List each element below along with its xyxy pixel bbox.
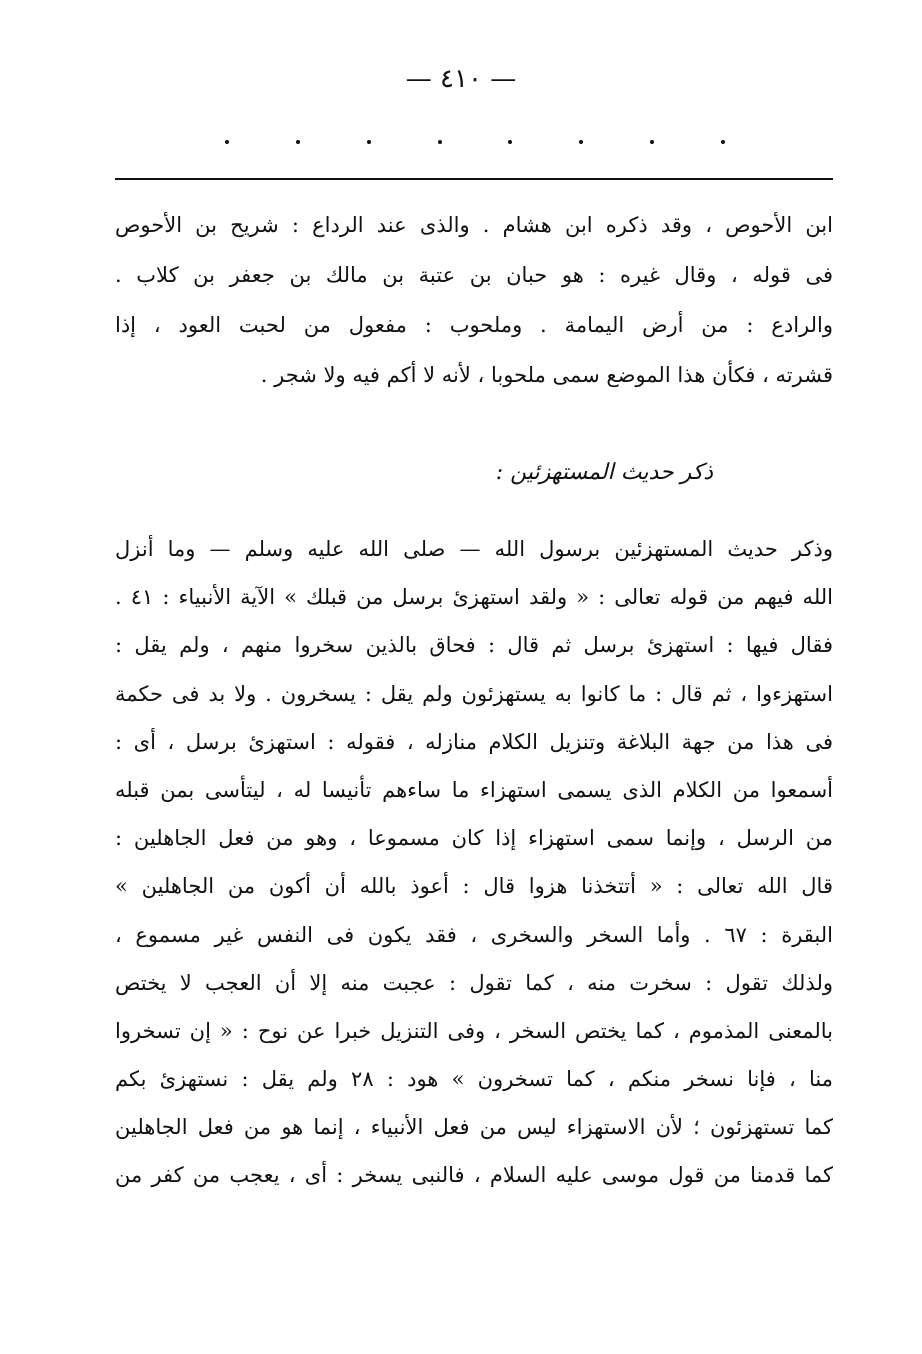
- text-line: فقال فيها : استهزئ برسل ثم قال : فحاق بالذين سخروا منهم ، ولم يقل :: [115, 633, 833, 658]
- header-rule: [115, 178, 833, 180]
- page-number: — ٤١٠ —: [405, 64, 517, 94]
- dot: [225, 140, 229, 144]
- text-line: البقرة : ٦٧ . وأما السخر والسخرى ، فقد يكون فى النفس غير مسموع ،: [115, 922, 833, 947]
- dot: [721, 140, 725, 144]
- text-line: بالمعنى المذموم ، كما يختص السخر ، وفى التنزيل خبرا عن نوح : « إن تسخروا: [115, 1018, 833, 1043]
- text-line: وذكر حديث المستهزئين برسول الله — صلى الله عليه وسلم — وما أنزل: [115, 537, 833, 561]
- text-line: الله فيهم من قوله تعالى : « ولقد استهزئ برسل من قبلك » الآية الأنبياء : ٤١ .: [115, 585, 833, 610]
- text-line: والرادع : من أرض اليمامة . وملحوب : مفعول من لحبت العود ، إذا: [115, 313, 833, 337]
- text-line: كما تستهزئون ؛ لأن الاستهزاء ليس من فعل الأنبياء ، إنما هو من فعل الجاهلين: [115, 1115, 833, 1140]
- dot: [438, 140, 442, 144]
- text-line: منا ، فإنا نسخر منكم ، كما تسخرون » هود : ٢٨ ولم يقل : نستهزئ بكم: [115, 1067, 833, 1092]
- text-line: استهزءوا ، ثم قال : ما كانوا به يستهزئون ولم يقل : يسخرون . ولا بد فى حكمة: [115, 681, 833, 706]
- dot: [296, 140, 300, 144]
- text-line: ابن الأحوص ، وقد ذكره ابن هشام . والذى عند الرداع : شريح بن الأحوص: [115, 213, 833, 237]
- text-line: كما قدمنا من قول موسى عليه السلام ، فالنبى يسخر : أى ، يعجب من كفر من: [115, 1163, 833, 1188]
- text-line: ولذلك تقول : سخرت منه ، كما تقول : عجبت منه إلا أن العجب لا يختص: [115, 970, 833, 995]
- text-line: من الرسل ، وإنما سمى استهزاء إذا كان مسموعا ، وهو من فعل الجاهلين :: [115, 826, 833, 851]
- dot: [650, 140, 654, 144]
- dot: [508, 140, 512, 144]
- decorative-dots: [225, 140, 725, 160]
- text-line: قشرته ، فكأن هذا الموضع سمى ملحوبا ، لأنه لا أكم فيه ولا شجر .: [260, 363, 833, 387]
- text-line: قال الله تعالى : « أتتخذنا هزوا قال : أعوذ بالله أن أكون من الجاهلين »: [115, 874, 833, 899]
- footnote-paragraph: [115, 200, 833, 400]
- text-line: فى قوله ، وقال غيره : هو حبان بن عتبة بن مالك بن جعفر بن كلاب .: [115, 263, 833, 287]
- body-paragraph: [115, 525, 833, 1200]
- section-heading: ذكر حديث المستهزئين :: [495, 460, 713, 485]
- text-line: أسمعوا من الكلام الذى يسمى استهزاء ما ساءهم تأنيسا له ، ليتأسى بمن قبله: [115, 777, 833, 802]
- dot: [367, 140, 371, 144]
- dot: [579, 140, 583, 144]
- text-line: فى هذا من جهة البلاغة وتنزيل الكلام منازله ، فقوله : استهزئ برسل ، أى :: [115, 729, 833, 754]
